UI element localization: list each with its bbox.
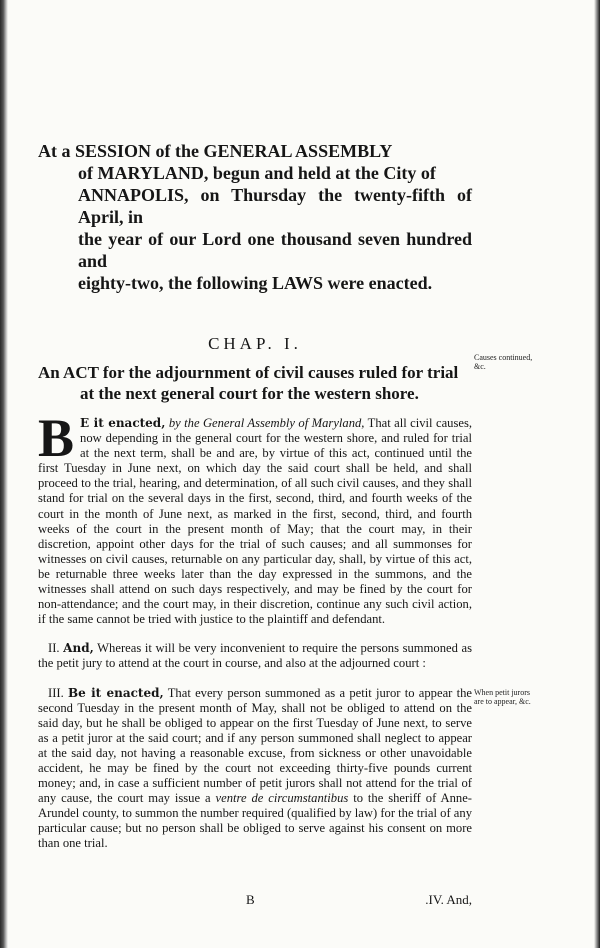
section-3-venire: ventre de circumstantibus — [215, 791, 349, 806]
section-2-number: II. — [48, 641, 60, 656]
heading-line-4: the year of our Lord one thousand seven hundred and — [78, 229, 472, 271]
catchword: .IV. And, — [425, 892, 472, 907]
drop-cap: B — [38, 408, 75, 468]
section-3-enacting: Be it enacted, — [68, 685, 164, 700]
section-1-enacting: E it enacted, — [80, 416, 166, 430]
margin-note-jurors: When petit jurors are to appear, &c. — [474, 688, 531, 706]
chapter-heading: CHAP. I. — [208, 334, 302, 353]
act-title-line-1: An ACT for the adjournment of civil causes ruled for trial — [38, 363, 459, 382]
session-heading — [38, 140, 472, 294]
section-2-and: And, — [63, 641, 94, 656]
heading-line-3: ANNAPOLIS, on Thursday the twenty-fifth of April, in — [78, 185, 472, 227]
section-2-text: Whereas it will be very inconvenient to require the persons summoned as the petit jury to attend at the court in course, and also at the adjourned court : — [38, 641, 472, 671]
page-edge-left — [0, 0, 8, 948]
section-3-text-a: That every person summoned as a petit juror to appear the second Tuesday in the present month of May, shall not be obliged to attend on the said day, but he shall be obliged to appear on the first Tuesday of June next, to serve as a petit juror at the said court; and if any person summoned shall neglect to appear at the said day, not having a reasonable excuse, from sickness or other unavoidable accident, he may be fined by the court not exceeding thirty-five pounds current money; and, in case a sufficient number of petit jurors shall not attend for the trial of any cause, the court may issue a — [38, 685, 473, 806]
section-3 — [38, 686, 472, 852]
margin-note-causes: Causes continued, &c. — [474, 353, 533, 371]
section-3-text-b: to the sheriff of Anne-Arundel county, to summon the number required (qualified by law) for the trial of any particular cause; but no person shall be obliged to serve against his consent on more than one trial. — [38, 791, 473, 851]
heading-line-2: of MARYLAND, begun and held at the City of — [78, 163, 436, 183]
signature-mark: B — [246, 892, 255, 907]
section-1-text: That all civil causes, now depending in the general court for the western shore, and ruled for trial at the next term, shall be and are, by virtue of this act, continued until the first Tuesday in June next, on which day the said court shall be held, and shall proceed to the trial, hearing, and determination, of all such civil causes, and they shall stand for trial on the several days in the first, second, third, and fourth weeks of the court in the month of June next, as marked in the first, second, third, and fourth weeks of the court in the present month of May; that the court may, in their discretion, appoint other days for the trial of such causes; and all summonses for witnesses on civil causes, returnable on any particular day, shall, by virtue of this act, be returnable three weeks later than the day expressed in the summons, and the witnesses shall attend on such days respectively, and may be fined by the court for non-attendance; and the court may, in their discretion, continue any such civil action, if the same cannot be tried with justice to the plaintiff and defendant. — [38, 416, 473, 627]
section-1 — [38, 408, 473, 627]
document-page — [38, 140, 472, 852]
act-title-line-2: at the next general court for the western shore. — [80, 384, 419, 403]
page-edge-right — [594, 0, 600, 948]
heading-line-5: eighty-two, the following LAWS were enacted. — [78, 273, 433, 293]
act-title — [38, 362, 472, 404]
section-1-by: by the General Assembly of Maryland, — [168, 416, 365, 430]
section-2 — [38, 641, 472, 671]
section-3-number: III. — [48, 685, 64, 700]
heading-line-1: At a SESSION of the GENERAL ASSEMBLY — [38, 141, 393, 161]
